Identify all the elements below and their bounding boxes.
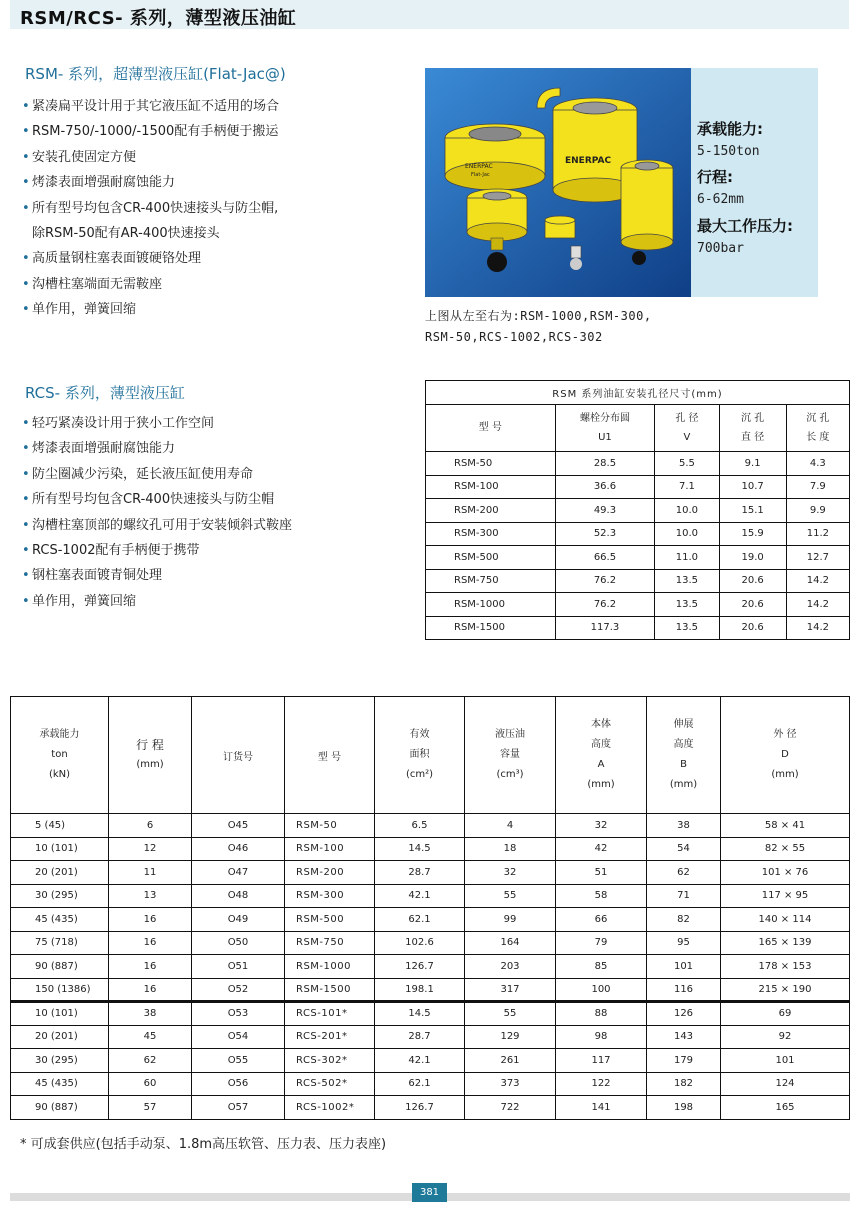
table-cell: O56 <box>192 1072 285 1096</box>
col-header-order-number: 订货号 <box>192 697 285 814</box>
table-row <box>11 1096 850 1120</box>
col-header-v: 孔 径 V <box>655 405 719 452</box>
table-cell: RSM-1000 <box>285 955 375 979</box>
table-cell: O50 <box>192 931 285 955</box>
table-cell: 16 <box>109 978 192 1002</box>
list-item: • 单作用，弹簧回缩 <box>22 593 137 609</box>
table-row <box>11 861 850 885</box>
table-cell: 66 <box>556 908 647 932</box>
table-cell: 117 × 95 <box>721 884 850 908</box>
table-cell: 143 <box>647 1025 721 1049</box>
table-cell: 32 <box>556 814 647 838</box>
table-cell: RSM-1500 <box>285 978 375 1002</box>
table-cell: RSM-1500 <box>426 616 556 640</box>
table-cell: 10 (101) <box>11 1002 109 1026</box>
table-cell: 178 × 153 <box>721 955 850 979</box>
table-cell: 52.3 <box>555 522 655 546</box>
table-cell: 164 <box>465 931 556 955</box>
table-cell: 69 <box>721 1002 850 1026</box>
spec-box <box>691 68 818 297</box>
table-cell: 20.6 <box>719 593 786 617</box>
table-cell: 126 <box>647 1002 721 1026</box>
table-cell: RSM-750 <box>426 569 556 593</box>
pressure-label: 最大工作压力: <box>697 217 793 235</box>
table-row <box>426 499 850 523</box>
table-cell: 20.6 <box>719 569 786 593</box>
capacity-value: 5-150ton <box>697 144 760 159</box>
table-cell: 28.5 <box>555 452 655 476</box>
list-item: • 紧凑扁平设计用于其它液压缸不适用的场合 <box>22 99 280 114</box>
table-cell: 30 (295) <box>11 884 109 908</box>
table-cell: 88 <box>556 1002 647 1026</box>
table-cell: 32 <box>465 861 556 885</box>
photo-brand-text-2: ENERPAC <box>565 156 612 166</box>
table-cell: O46 <box>192 837 285 861</box>
table-cell: 5 (45) <box>11 814 109 838</box>
table-cell: 317 <box>465 978 556 1002</box>
table-cell: 10.0 <box>655 499 719 523</box>
cylinders-illustration <box>425 68 691 297</box>
table-cell: 6.5 <box>375 814 465 838</box>
table-cell: 13.5 <box>655 593 719 617</box>
table-cell: O55 <box>192 1049 285 1073</box>
table-cell: 13 <box>109 884 192 908</box>
table-cell: 99 <box>465 908 556 932</box>
rsm-bullet-list <box>22 94 279 323</box>
table-cell: 14.5 <box>375 1002 465 1026</box>
rcs-section-title: RCS- 系列，薄型液压缸 <box>25 384 185 402</box>
table-cell: 79 <box>556 931 647 955</box>
table-cell: 36.6 <box>555 475 655 499</box>
col-header-counterbore-depth: 沉 孔 长 度 <box>786 405 849 452</box>
table-cell: 373 <box>465 1072 556 1096</box>
table-cell: 20 (201) <box>11 1025 109 1049</box>
table-cell: 13.5 <box>655 569 719 593</box>
table-cell: 15.9 <box>719 522 786 546</box>
stroke-label: 行程: <box>697 168 733 186</box>
table-cell: 60 <box>109 1072 192 1096</box>
col-header-collapsed-height: 本体 高度 A (mm) <box>556 697 647 814</box>
table-cell: O49 <box>192 908 285 932</box>
table-row <box>11 1049 850 1073</box>
table-cell: 30 (295) <box>11 1049 109 1073</box>
table-cell: 14.2 <box>786 593 849 617</box>
footnote: * 可成套供应(包括手动泵、1.8m高压软管、压力表、压力表座) <box>20 1137 387 1152</box>
col-header-model: 型 号 <box>285 697 375 814</box>
table-cell: 10.7 <box>719 475 786 499</box>
table-cell: 28.7 <box>375 1025 465 1049</box>
table-cell: 20 (201) <box>11 861 109 885</box>
table-cell: O51 <box>192 955 285 979</box>
table-cell: 90 (887) <box>11 955 109 979</box>
table-cell: 129 <box>465 1025 556 1049</box>
col-header-area: 有效 面积 (cm²) <box>375 697 465 814</box>
table-row <box>426 546 850 570</box>
list-item: • RSM-750/-1000/-1500配有手柄便于搬运 <box>22 124 279 140</box>
capacity-label: 承载能力: <box>697 120 763 138</box>
table-cell: 16 <box>109 955 192 979</box>
table-cell: 38 <box>109 1002 192 1026</box>
table-cell: 14.5 <box>375 837 465 861</box>
stroke-value: 6-62mm <box>697 192 744 207</box>
table-cell: RCS-302* <box>285 1049 375 1073</box>
table-cell: 62.1 <box>375 1072 465 1096</box>
table-cell: 16 <box>109 908 192 932</box>
table-cell: 722 <box>465 1096 556 1120</box>
table-cell: 4.3 <box>786 452 849 476</box>
table-cell: 62.1 <box>375 908 465 932</box>
mounting-hole-table <box>425 380 850 640</box>
col-header-oil-capacity: 液压油 容量 (cm³) <box>465 697 556 814</box>
rcs-bullet-list <box>22 411 292 614</box>
table-cell: O47 <box>192 861 285 885</box>
table-cell: 182 <box>647 1072 721 1096</box>
table-cell: O57 <box>192 1096 285 1120</box>
table-cell: 6 <box>109 814 192 838</box>
table-row <box>11 837 850 861</box>
table-cell: 49.3 <box>555 499 655 523</box>
table-cell: 140 × 114 <box>721 908 850 932</box>
photo-caption <box>425 306 725 348</box>
table-cell: RSM-200 <box>285 861 375 885</box>
table-row <box>11 955 850 979</box>
table-row <box>426 475 850 499</box>
table-cell: 82 <box>647 908 721 932</box>
table-cell: 82 × 55 <box>721 837 850 861</box>
table-cell: 42 <box>556 837 647 861</box>
specifications-table <box>10 696 850 1120</box>
table-cell: RSM-1000 <box>426 593 556 617</box>
table-cell: 124 <box>721 1072 850 1096</box>
table-row <box>11 1025 850 1049</box>
table-row <box>11 884 850 908</box>
table-cell: 51 <box>556 861 647 885</box>
table-row <box>426 616 850 640</box>
table-cell: 9.1 <box>719 452 786 476</box>
table-cell: 116 <box>647 978 721 1002</box>
table-cell: 117.3 <box>555 616 655 640</box>
table-cell: 95 <box>647 931 721 955</box>
table-cell: 75 (718) <box>11 931 109 955</box>
table-cell: 62 <box>109 1049 192 1073</box>
table-row <box>11 1072 850 1096</box>
table-cell: RSM-750 <box>285 931 375 955</box>
col-header-u1: 螺栓分布圆 U1 <box>555 405 655 452</box>
table-cell: 215 × 190 <box>721 978 850 1002</box>
table-row <box>11 814 850 838</box>
list-item: • 沟槽柱塞顶部的螺纹孔可用于安装倾斜式鞍座 <box>22 517 293 533</box>
col-header-outer-diameter: 外 径 D (mm) <box>721 697 850 814</box>
table-cell: 28.7 <box>375 861 465 885</box>
photo-brand-text-1: ENERPAC <box>465 163 493 170</box>
table-row <box>11 931 850 955</box>
table-cell: 7.1 <box>655 475 719 499</box>
page-number: 381 <box>412 1183 447 1202</box>
col-header-model: 型 号 <box>426 405 556 452</box>
table-cell: 12.7 <box>786 546 849 570</box>
table-cell: 102.6 <box>375 931 465 955</box>
table-cell: 122 <box>556 1072 647 1096</box>
table-cell: 9.9 <box>786 499 849 523</box>
list-item: • RCS-1002配有手柄便于携带 <box>22 543 200 559</box>
table-cell: 98 <box>556 1025 647 1049</box>
table-cell: 100 <box>556 978 647 1002</box>
table-cell: O48 <box>192 884 285 908</box>
table-cell: 90 (887) <box>11 1096 109 1120</box>
table-cell: 45 (435) <box>11 908 109 932</box>
col-header-stroke: 行 程 (mm) <box>109 697 192 814</box>
list-item: • 烤漆表面增强耐腐蚀能力 <box>22 175 176 191</box>
table-cell: 55 <box>465 1002 556 1026</box>
table-row <box>426 593 850 617</box>
table-cell: 179 <box>647 1049 721 1073</box>
list-item: • 高质量钢柱塞表面镀硬铬处理 <box>22 251 202 267</box>
table-cell: 42.1 <box>375 1049 465 1073</box>
table-cell: RSM-50 <box>285 814 375 838</box>
table-cell: O45 <box>192 814 285 838</box>
table-cell: 18 <box>465 837 556 861</box>
table-cell: O52 <box>192 978 285 1002</box>
product-photo <box>425 68 691 297</box>
table-cell: RCS-101* <box>285 1002 375 1026</box>
table-cell: 5.5 <box>655 452 719 476</box>
photo-flat-jac-text: Flat-Jac <box>471 172 490 178</box>
table-cell: 12 <box>109 837 192 861</box>
table-row <box>426 569 850 593</box>
table-cell: 58 × 41 <box>721 814 850 838</box>
table-cell: 203 <box>465 955 556 979</box>
table-cell: 85 <box>556 955 647 979</box>
table-cell: 71 <box>647 884 721 908</box>
table-cell: 13.5 <box>655 616 719 640</box>
table-cell: O54 <box>192 1025 285 1049</box>
table-cell: RSM-100 <box>285 837 375 861</box>
table-cell: 10 (101) <box>11 837 109 861</box>
table-cell: 10.0 <box>655 522 719 546</box>
table-cell: 19.0 <box>719 546 786 570</box>
table-cell: 11.2 <box>786 522 849 546</box>
table-row <box>11 1002 850 1026</box>
table-title: RSM 系列油缸安装孔径尺寸(mm) <box>426 381 850 405</box>
table-cell: 20.6 <box>719 616 786 640</box>
table-cell: 92 <box>721 1025 850 1049</box>
table-cell: 117 <box>556 1049 647 1073</box>
table-cell: 57 <box>109 1096 192 1120</box>
table-cell: RCS-1002* <box>285 1096 375 1120</box>
list-item: • 所有型号均包含CR-400快速接头与防尘帽 <box>22 492 275 508</box>
page-title: RSM/RCS- 系列，薄型液压油缸 <box>20 8 297 29</box>
table-cell: 62 <box>647 861 721 885</box>
table-cell: RSM-500 <box>285 908 375 932</box>
col-header-counterbore-diameter: 沉 孔 直 径 <box>719 405 786 452</box>
table-cell: 101 <box>647 955 721 979</box>
table-cell: 198.1 <box>375 978 465 1002</box>
table-row <box>11 908 850 932</box>
rsm-section-title: RSM- 系列，超薄型液压缸(Flat-Jac@) <box>25 65 286 83</box>
table-cell: RSM-300 <box>285 884 375 908</box>
list-item: • 钢柱塞表面镀青铜处理 <box>22 568 163 584</box>
table-cell: RCS-502* <box>285 1072 375 1096</box>
table-cell: 76.2 <box>555 593 655 617</box>
table-cell: 126.7 <box>375 955 465 979</box>
table-cell: 261 <box>465 1049 556 1073</box>
list-item: • 沟槽柱塞端面无需鞍座 <box>22 276 163 292</box>
table-cell: 45 (435) <box>11 1072 109 1096</box>
table-cell: 14.2 <box>786 616 849 640</box>
table-cell: 16 <box>109 931 192 955</box>
caption-line-1: 上图从左至右为:RSM-1000,RSM-300, <box>425 309 652 323</box>
table-cell: RSM-100 <box>426 475 556 499</box>
table-cell: 198 <box>647 1096 721 1120</box>
table-cell: 42.1 <box>375 884 465 908</box>
col-header-capacity: 承载能力 ton (kN) <box>11 697 109 814</box>
table-cell: RSM-50 <box>426 452 556 476</box>
table-cell: 101 <box>721 1049 850 1073</box>
list-item: • 安装孔使固定方便 <box>22 149 137 165</box>
table-cell: 7.9 <box>786 475 849 499</box>
table-row <box>426 452 850 476</box>
table-cell: RCS-201* <box>285 1025 375 1049</box>
table-cell: 54 <box>647 837 721 861</box>
table-cell: 45 <box>109 1025 192 1049</box>
table-cell: 101 × 76 <box>721 861 850 885</box>
table-row <box>11 978 850 1002</box>
table-cell: 11 <box>109 861 192 885</box>
table-cell: 55 <box>465 884 556 908</box>
table-cell: 150 (1386) <box>11 978 109 1002</box>
list-item: • 单作用，弹簧回缩 <box>22 302 137 318</box>
table-cell: 11.0 <box>655 546 719 570</box>
list-item: 除RSM-50配有AR-400快速接头 <box>32 226 220 242</box>
table-cell: RSM-200 <box>426 499 556 523</box>
table-cell: RSM-500 <box>426 546 556 570</box>
list-item: • 烤漆表面增强耐腐蚀能力 <box>22 441 176 457</box>
table-cell: 165 <box>721 1096 850 1120</box>
table-cell: 15.1 <box>719 499 786 523</box>
table-cell: 58 <box>556 884 647 908</box>
caption-line-2: RSM-50,RCS-1002,RCS-302 <box>425 330 603 344</box>
table-cell: 4 <box>465 814 556 838</box>
table-cell: 66.5 <box>555 546 655 570</box>
pressure-value: 700bar <box>697 241 744 256</box>
table-cell: 141 <box>556 1096 647 1120</box>
table-cell: 126.7 <box>375 1096 465 1120</box>
table-row <box>426 522 850 546</box>
list-item: • 轻巧紧凑设计用于狭小工作空间 <box>22 416 215 431</box>
col-header-extended-height: 伸展 高度 B (mm) <box>647 697 721 814</box>
table-cell: 165 × 139 <box>721 931 850 955</box>
table-cell: 14.2 <box>786 569 849 593</box>
list-item: • 所有型号均包含CR-400快速接头与防尘帽, <box>22 200 279 216</box>
table-cell: 76.2 <box>555 569 655 593</box>
list-item: • 防尘圈减少污染，延长液压缸使用寿命 <box>22 466 254 482</box>
table-cell: 38 <box>647 814 721 838</box>
table-cell: O53 <box>192 1002 285 1026</box>
table-cell: RSM-300 <box>426 522 556 546</box>
